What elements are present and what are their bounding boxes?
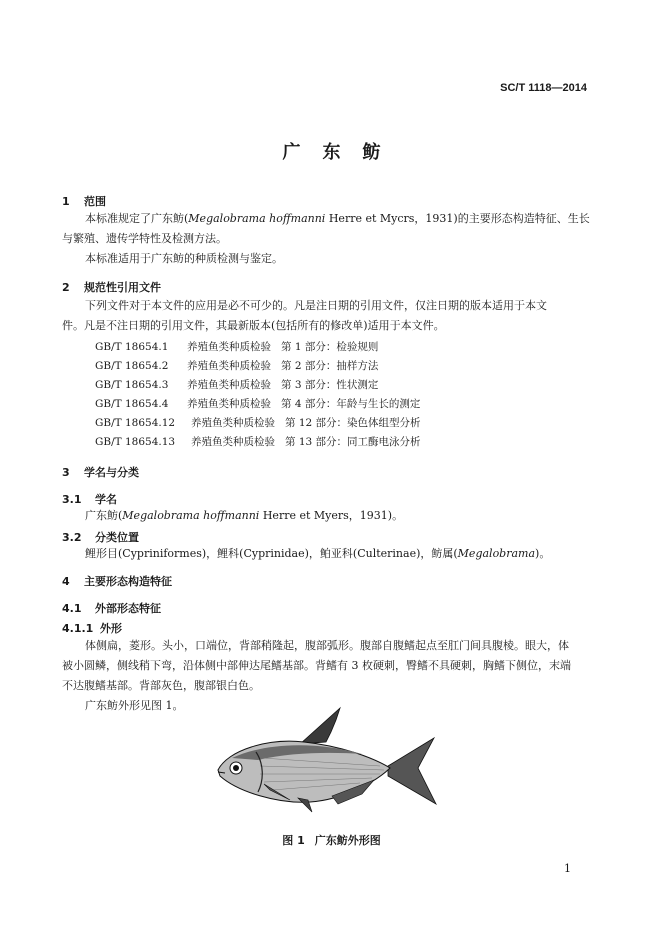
ref-name: 养殖鱼类种质检验: [191, 436, 275, 448]
latin-name: Megalobrama hoffmanni: [122, 509, 260, 522]
document-title: 广东鲂: [282, 142, 403, 163]
text-run: 广东鲂(: [85, 509, 123, 522]
section-3-1-text: [85, 506, 403, 526]
ref-name: 养殖鱼类种质检验: [187, 360, 271, 372]
ref-part: 第 2 部分：抽样方法: [281, 360, 379, 372]
page-number: 1: [564, 862, 571, 875]
standard-code: SC/T 1118—2014: [500, 82, 587, 94]
text-run: Herre et Myers，1931)。: [259, 509, 404, 522]
section-number: 3.2: [62, 531, 82, 544]
text-run: Herre et Mycrs，1931)的主要形态构造特征、生长: [325, 212, 590, 225]
ref-code: GB/T 18654.1: [95, 341, 169, 353]
section-title: 外形: [100, 622, 122, 635]
section-number: 4.1: [62, 602, 82, 615]
section-1-para-1-cont: 与繁殖、遗传学特性及检测方法。: [62, 232, 227, 245]
section-2-para-1: 下列文件对于本文件的应用是必不可少的。凡是注日期的引用文件，仅注日期的版本适用于本文: [85, 299, 547, 312]
figure-caption: [0, 832, 663, 848]
reference-item: [95, 434, 421, 449]
ref-code: GB/T 18654.12: [95, 417, 176, 429]
section-title: 规范性引用文件: [84, 281, 161, 294]
ref-part: 第 13 部分：同工酶电泳分析: [285, 436, 421, 448]
section-number: 2: [62, 281, 70, 294]
ref-part: 第 3 部分：性状测定: [281, 379, 379, 391]
section-3-2-heading: [62, 529, 139, 545]
section-title: 学名与分类: [84, 466, 139, 479]
section-number: 3: [62, 466, 70, 479]
section-title: 分类位置: [95, 531, 139, 544]
ref-code: GB/T 18654.4: [95, 398, 169, 410]
section-number: 1: [62, 195, 70, 208]
figure-caption-text: 广东鲂外形图: [314, 834, 381, 847]
ref-name: 养殖鱼类种质检验: [187, 379, 271, 391]
reference-item: [95, 415, 421, 430]
figure-label: 图 1: [282, 834, 305, 847]
section-4-1-1-line-3: 不达腹鳍基部。背部灰色，腹部银白色。: [62, 679, 260, 692]
ref-code: GB/T 18654.2: [95, 360, 169, 372]
section-title: 范围: [84, 195, 106, 208]
reference-item: [95, 339, 378, 354]
latin-name: Megalobrama hoffmanni: [188, 212, 326, 225]
section-4-1-heading: [62, 600, 161, 616]
section-4-1-1-heading: [62, 620, 122, 636]
section-1-para-1: [85, 209, 590, 229]
ref-part: 第 4 部分：年龄与生长的测定: [281, 398, 421, 410]
section-3-1-heading: [62, 491, 117, 507]
section-1-heading: [62, 193, 106, 209]
ref-code: GB/T 18654.3: [95, 379, 169, 391]
section-1-para-2: 本标准适用于广东鲂的种质检测与鉴定。: [85, 252, 283, 265]
section-3-2-text: [85, 544, 550, 564]
reference-item: [95, 358, 378, 373]
section-3-heading: [62, 464, 139, 480]
section-2-heading: [62, 279, 161, 295]
section-title: 学名: [95, 493, 117, 506]
ref-part: 第 1 部分：检验规则: [281, 341, 379, 353]
ref-name: 养殖鱼类种质检验: [187, 398, 271, 410]
fish-illustration: [212, 706, 440, 814]
ref-name: 养殖鱼类种质检验: [187, 341, 271, 353]
reference-item: [95, 377, 378, 392]
latin-name: Megalobrama: [457, 547, 536, 560]
text-run: 本标准规定了广东鲂(: [85, 212, 189, 225]
ref-code: GB/T 18654.13: [95, 436, 176, 448]
section-number: 4.1.1: [62, 622, 94, 635]
section-number: 4: [62, 575, 70, 588]
section-4-1-1-line-1: 体侧扁，菱形。头小，口端位，背部稍隆起，腹部弧形。腹部自腹鳍起点至肛门间具腹棱。眼大，体: [85, 639, 569, 652]
reference-item: [95, 396, 420, 411]
section-number: 3.1: [62, 493, 82, 506]
section-4-1-1-line-4: 广东鲂外形见图 1。: [85, 699, 184, 712]
section-4-1-1-line-2: 被小圆鳞，侧线稍下弯，沿体侧中部伸达尾鳍基部。背鳍有 3 枚硬刺，臀鳍不具硬刺，胸鳍下侧位，末端: [62, 659, 571, 672]
ref-part: 第 12 部分：染色体组型分析: [285, 417, 421, 429]
section-4-heading: [62, 573, 172, 589]
ref-name: 养殖鱼类种质检验: [191, 417, 275, 429]
section-title: 主要形态构造特征: [84, 575, 172, 588]
text-run: )。: [535, 547, 551, 560]
text-run: 鲤形目(Cypriniformes)，鲤科(Cyprinidae)，鲌亚科(Culterinae)，鲂属(: [85, 547, 458, 560]
section-title: 外部形态特征: [95, 602, 161, 615]
section-2-para-1-cont: 件。凡是不注日期的引用文件，其最新版本(包括所有的修改单)适用于本文件。: [62, 319, 445, 332]
